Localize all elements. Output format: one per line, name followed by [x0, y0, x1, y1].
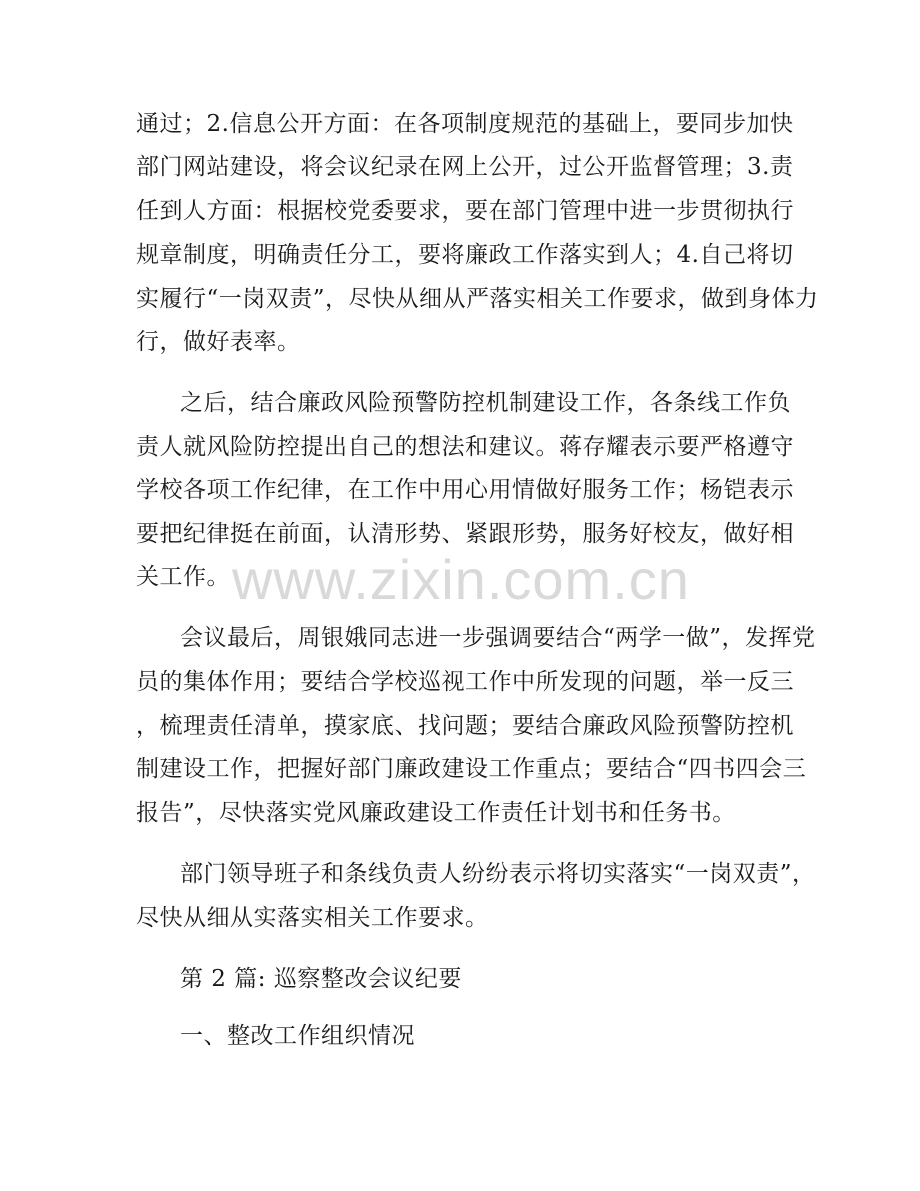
text-line: 责人就风险防控提出自己的想法和建议。蒋存耀表示要严格遵守 — [136, 434, 794, 460]
text-line: 制建设工作，把握好部门廉政建设工作重点；要结合“四书四会三 — [136, 756, 807, 782]
text-line: 之后，结合廉政风险预警防控机制建设工作，各条线工作负 — [180, 390, 791, 416]
text-line: 部门网站建设，将会议纪录在网上公开，过公开监督管理；3.责 — [136, 154, 794, 180]
text-line: 通过；2.信息公开方面：在各项制度规范的基础上，要同步加快 — [136, 111, 794, 137]
text-line: ，梳理责任清单，摸家底、找问题；要结合廉政风险预警防控机 — [136, 713, 794, 739]
text-line: 学校各项工作纪律，在工作中用心用情做好服务工作；杨铠表示 — [136, 477, 794, 503]
text-line: 任到人方面：根据校党委要求，要在部门管理中进一步贯彻执行 — [136, 198, 794, 224]
text-line: 关工作。 — [136, 564, 230, 590]
text-line: 实履行“一岗双责”，尽快从细从严落实相关工作要求，做到身体力 — [136, 286, 819, 312]
text-line: 行，做好表率。 — [136, 329, 301, 355]
text-line: 尽快从细从实落实相关工作要求。 — [136, 905, 489, 931]
text-line: 部门领导班子和条线负责人纷纷表示将切实落实“一岗双责”， — [180, 861, 816, 887]
text-line: 会议最后，周银娥同志进一步强调要结合“两学一做”，发挥党 — [180, 625, 816, 651]
text-line: 要把纪律挺在前面，认清形势、紧跟形势，服务好校友，做好相 — [136, 521, 794, 547]
text-line: 员的集体作用；要结合学校巡视工作中所发现的问题，举一反三 — [136, 669, 794, 695]
watermark-text: www.zixin.com.cn — [232, 548, 690, 611]
text-line: 规章制度，明确责任分工，要将廉政工作落实到人；4.自己将切 — [136, 242, 794, 268]
subsection-heading: 一、整改工作组织情况 — [180, 1023, 415, 1049]
text-line: 报告”，尽快落实党风廉政建设工作责任计划书和任务书。 — [136, 800, 736, 826]
section-heading: 第 2 篇: 巡察整改会议纪要 — [180, 966, 462, 992]
